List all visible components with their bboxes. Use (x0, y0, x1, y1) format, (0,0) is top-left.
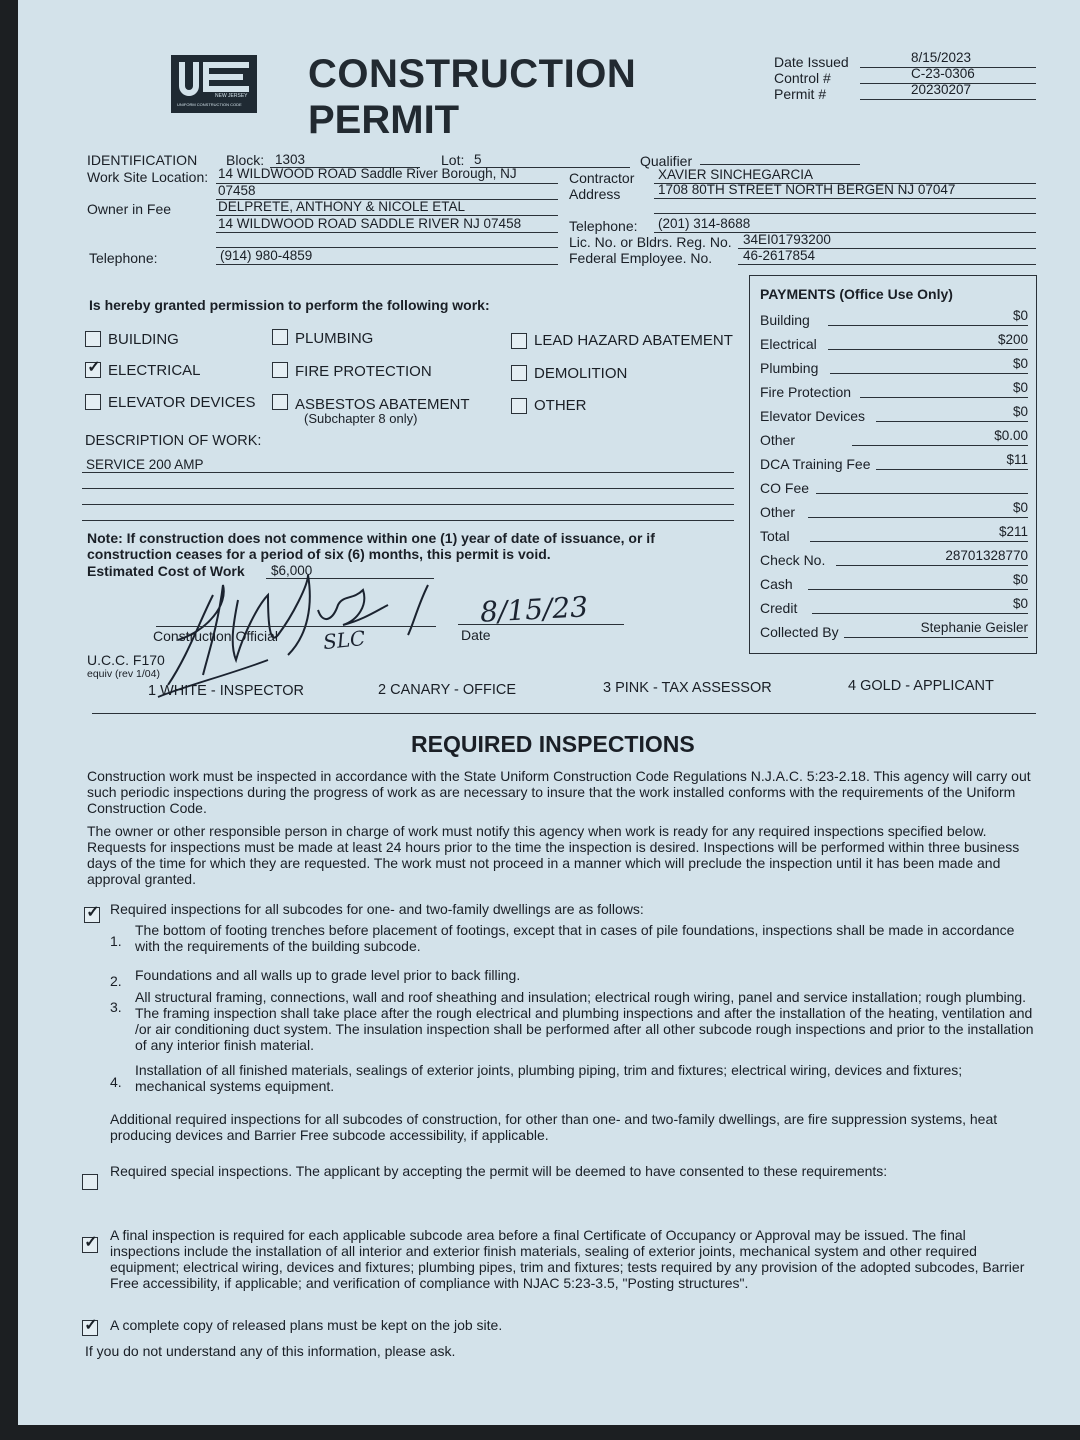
item-3-text: All structural framing, connections, wall and roof sheathing and insulation; electrical rough wiring, panel and service installation; rough plumbing. The framing inspection shall take place after the rough electrical and plumbing inspections and after the installation of the heating, ventilation and /or air conditioning duct system. The insulation inspection shall be performed after all other subcode rough inspections and prior to the installation of any interior finish material. (135, 989, 1034, 1053)
contractor-telephone-value: (201) 314-8688 (658, 216, 751, 231)
payment-label: Other (760, 432, 796, 448)
logo-caption: NEW JERSEY (215, 93, 248, 99)
item-3-number: 3. (110, 999, 122, 1015)
payment-value: $0 (1012, 596, 1028, 611)
item-4-number: 4. (110, 1074, 122, 1090)
block-value: 1303 (275, 152, 306, 167)
payment-label: Other (760, 504, 796, 520)
payment-value: $0 (1012, 572, 1028, 587)
payment-label: Collected By (760, 624, 839, 640)
payment-label: Total (760, 528, 790, 544)
payment-value: $211 (998, 524, 1028, 539)
control-label: Control # (774, 70, 831, 86)
checkbox-other[interactable] (511, 398, 527, 414)
title-line-1: CONSTRUCTION (308, 52, 637, 96)
payment-value: 28701328770 (945, 548, 1028, 563)
copy-pink: 3 PINK - TAX ASSESSOR (603, 680, 772, 696)
date-label: Date (461, 627, 491, 643)
one-two-family-label: Required inspections for all subcodes for one- and two-family dwellings are as follows: (110, 901, 644, 917)
contractor-address-value: 1708 80TH STREET NORTH BERGEN NJ 07047 (658, 182, 956, 197)
work-type-demolition: DEMOLITION (534, 365, 628, 382)
work-site-label: Work Site Location: (87, 169, 209, 185)
contractor-label: Contractor (569, 170, 635, 186)
lot-value: 5 (474, 152, 482, 167)
payment-value: $0 (1012, 356, 1028, 371)
owner-telephone-label: Telephone: (89, 250, 158, 266)
form-id: U.C.C. F170 (87, 652, 165, 668)
payment-label: Cash (760, 576, 793, 592)
owner-telephone-value: (914) 980-4859 (220, 248, 313, 263)
work-type-fire-protection: FIRE PROTECTION (295, 363, 432, 380)
checkbox-plumbing[interactable] (272, 329, 288, 345)
owner-line-1: DELPRETE, ANTHONY & NICOLE ETAL (218, 199, 466, 214)
form-revision: equiv (rev 1/04) (87, 668, 160, 680)
item-4-text: Installation of all finished materials, sealings of exterior joints, plumbing piping, trim and fixtures; electrical wiring, devices and fixtures; mechanical systems equipment. (135, 1062, 963, 1094)
date-handwritten: 8/15/23 (479, 590, 589, 629)
federal-id-value: 46-2617854 (743, 248, 816, 263)
estimated-cost-value: $6,000 (271, 563, 313, 578)
payment-value: $200 (997, 332, 1028, 347)
date-issued-value: 8/15/2023 (911, 50, 972, 65)
payment-value: $11 (1006, 452, 1028, 467)
copy-canary: 2 CANARY - OFFICE (378, 682, 517, 698)
item-2-number: 2. (110, 973, 122, 989)
payment-label: Credit (760, 600, 798, 616)
payment-label: CO Fee (760, 480, 810, 496)
description-label: DESCRIPTION OF WORK: (85, 433, 262, 449)
payment-label: Elevator Devices (760, 408, 866, 424)
title-line-2: PERMIT (308, 98, 460, 142)
control-value: C-23-0306 (911, 66, 975, 81)
asbestos-note: (Subchapter 8 only) (304, 411, 418, 426)
contractor-telephone-label: Telephone: (569, 218, 638, 234)
payment-value: $0 (1012, 404, 1028, 419)
contractor-address-label: Address (569, 186, 621, 202)
additional-inspections: Additional required inspections for all subcodes of construction, for other than one- and two-family dwellings, are fire suppression systems, heat producing devices and Barrier Free subcode accessibility, if applicable. (110, 1111, 998, 1143)
payment-value: $0 (1012, 500, 1028, 515)
owner-line-2: 14 WILDWOOD ROAD SADDLE RIVER NJ 07458 (218, 216, 522, 231)
owner-label: Owner in Fee (87, 201, 172, 217)
permit-value: 20230207 (911, 82, 972, 97)
payments-heading: PAYMENTS (Office Use Only) (760, 286, 953, 302)
contractor-value: XAVIER SINCHEGARCIA (658, 167, 814, 182)
official-label: Construction Official (153, 628, 279, 644)
date-issued-label: Date Issued (774, 54, 849, 70)
copy-white: 1 WHITE - INSPECTOR (148, 683, 305, 699)
payment-label: DCA Training Fee (760, 456, 871, 472)
plans-on-site-label: A complete copy of released plans must be kept on the job site. (110, 1317, 503, 1333)
checkbox-final-inspection[interactable] (82, 1234, 98, 1253)
work-site-line-2: 07458 (218, 183, 256, 198)
checkbox-building[interactable] (85, 331, 101, 347)
payment-label: Fire Protection (760, 384, 852, 400)
work-type-asbestos: ASBESTOS ABATEMENT (295, 396, 470, 413)
identification-heading: IDENTIFICATION (87, 152, 198, 168)
work-type-electrical: ELECTRICAL (108, 362, 201, 379)
work-type-other: OTHER (534, 397, 587, 414)
payment-value: $0 (1012, 308, 1028, 323)
void-note-line-2: construction ceases for a period of six (6) months, this permit is void. (87, 546, 551, 562)
checkbox-lead-hazard[interactable] (511, 333, 527, 349)
item-1-text: The bottom of footing trenches before placement of footings, except that in cases of pile foundations, inspections shall be made in accordance with the requirements of the building subcode. (135, 922, 1015, 954)
special-inspections-label: Required special inspections. The applicant by accepting the permit will be deemed to have consented to these requirements: (110, 1163, 888, 1179)
lot-label: Lot: (441, 152, 465, 168)
payment-label: Check No. (760, 552, 826, 568)
payment-value: $0.00 (994, 428, 1028, 443)
checkbox-fire-protection[interactable] (272, 362, 288, 378)
payment-label: Electrical (760, 336, 817, 352)
checkbox-asbestos[interactable] (272, 394, 288, 410)
item-1-number: 1. (110, 933, 122, 949)
work-site-line-1: 14 WILDWOOD ROAD Saddle River Borough, NJ (218, 166, 517, 181)
checkbox-demolition[interactable] (511, 365, 527, 381)
checkbox-elevator-devices[interactable] (85, 394, 101, 410)
permission-intro: Is hereby granted permission to perform the following work: (89, 297, 490, 313)
payment-value: $0 (1012, 380, 1028, 395)
initials-handwritten: SLC (321, 625, 367, 655)
final-inspection-label: A final inspection is required for each applicable subcode area before a final Certificate of Occupancy or Approval may be issued. The final inspections include the installation of all interior and exterior finish materials, sealing of exterior joints, mechanical system and other required equipment; electrical wiring, devices and fixtures; plumbing pipes, trim and fixtures; tests required by any provision of the adopted subcodes, Barrier Free accessibility, if applicable; and verification of compliance with NJAC 5:23-3.5, "Posting structures". (110, 1227, 1025, 1291)
work-type-building: BUILDING (108, 331, 179, 348)
logo-subcaption: UNIFORM CONSTRUCTION CODE (177, 102, 242, 107)
block-label: Block: (226, 152, 265, 168)
payment-value: Stephanie Geisler (920, 620, 1028, 635)
check-mark-icon: ✓ (84, 1234, 98, 1251)
checkbox-plans-on-site[interactable] (82, 1317, 98, 1336)
void-note-line-1: Note: If construction does not commence within one (1) year of date of issuance, or if (87, 530, 655, 546)
work-type-lead-hazard: LEAD HAZARD ABATEMENT (534, 332, 733, 349)
check-mark-icon: ✓ (84, 1317, 98, 1334)
item-2-text: Foundations and all walls up to grade level prior to back filling. (135, 967, 521, 983)
payment-label: Plumbing (760, 360, 819, 376)
estimated-cost-label: Estimated Cost of Work (87, 563, 245, 579)
check-mark-icon: ✓ (87, 359, 101, 376)
checkbox-electrical[interactable] (85, 359, 101, 378)
inspections-para-2: The owner or other responsible person in charge of work must notify this agency when work is ready for any required inspections specified below. Requests for inspections must be made at least 24 hours prior to the time the inspection is desired. Inspections will be performed within three business days of the time for which they are requested. The work must not proceed in a manner which will preclude the inspection until it has been made and approval granted. (87, 823, 1020, 887)
work-type-plumbing: PLUMBING (295, 330, 374, 347)
copy-gold: 4 GOLD - APPLICANT (848, 678, 994, 694)
federal-id-label: Federal Employee. No. (569, 250, 713, 266)
inspections-heading: REQUIRED INSPECTIONS (411, 731, 695, 757)
work-type-elevator-devices: ELEVATOR DEVICES (108, 394, 256, 411)
ucc-logo (171, 55, 257, 113)
permit-document (18, 0, 1080, 1425)
license-value: 34EI01793200 (743, 232, 831, 247)
permit-label: Permit # (774, 86, 827, 102)
inspections-footer: If you do not understand any of this information, please ask. (85, 1343, 456, 1359)
check-mark-icon: ✓ (86, 904, 100, 921)
payment-label: Building (760, 312, 810, 328)
description-value: SERVICE 200 AMP (86, 457, 204, 472)
checkbox-one-two-family[interactable] (84, 904, 100, 923)
inspections-para-1: Construction work must be inspected in accordance with the State Uniform Construction Code Regulations N.J.A.C. 5:23-2.18. This agency will carry out such periodic inspections during the progress of work as are necessary to insure that the work installed conforms with the requirements of the Uniform Construction Code. (87, 768, 1031, 816)
license-label: Lic. No. or Bldrs. Reg. No. (569, 234, 732, 250)
qualifier-label: Qualifier (640, 153, 693, 169)
checkbox-special-inspections[interactable] (82, 1174, 98, 1190)
